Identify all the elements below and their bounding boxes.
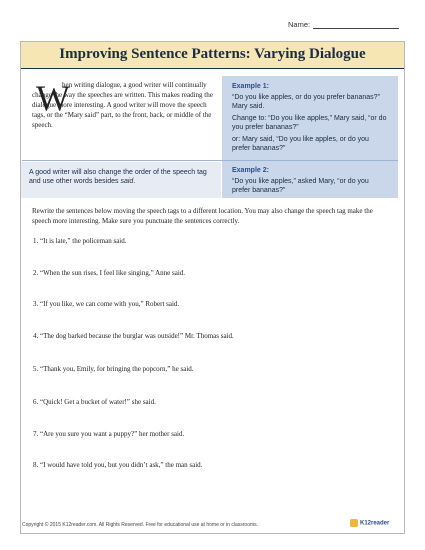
k12reader-logo[interactable]: [350, 519, 389, 527]
example-1-line-3: or: Mary said, “Do you like apples, or do you prefer bananas?”: [232, 136, 369, 152]
title-bar: [21, 42, 404, 69]
example-1-heading: Example 1:: [232, 83, 269, 90]
question-2: 2. “When the sun rises, I feel like singing,” Anne said.: [33, 269, 186, 277]
section-divider: [22, 160, 398, 161]
intro-text: hen writing dialogue, a good writer will continually change the way the speeches are written. This makes reading the dialogue more interesting. A good writer will move the speech tags, or the “Mary said” part, to the front, back, or middle of the speech.: [32, 81, 213, 129]
question-7: 7. “Are you sure you want a puppy?” her mother said.: [33, 430, 185, 438]
dropcap-letter: W: [36, 78, 70, 118]
example-1-box: [222, 76, 398, 162]
intro-block: [28, 76, 220, 156]
example-1-line-1: “Do you like apples, or do you prefer bananas?” Mary said.: [232, 94, 380, 110]
tip-text: A good writer will also change the order of the speech tag and use other words besides: [29, 169, 207, 185]
question-4: 4. “The dog barked because the burglar was outside!” Mr. Thomas said.: [33, 332, 234, 340]
logo-icon: [350, 519, 358, 527]
example-2-line-1: “Do you like apples,” asked Mary, “or do you prefer bananas?”: [232, 178, 369, 194]
tip-box: [21, 162, 221, 198]
question-3: 3. “If you like, we can come with you,” Robert said.: [33, 300, 180, 308]
name-label: Name:: [288, 20, 311, 29]
logo-text: K12reader: [360, 520, 390, 527]
copyright-footer: Copyright © 2015 K12reader.com. All Rights Reserved. Free for educational use at home or in classrooms.: [22, 522, 259, 528]
example-1-line-2: Change to: “Do you like apples,” Mary said, “or do you prefer bananas?”: [232, 115, 387, 131]
question-8: 8. “I would have told you, but you didn’t ask,” the man said.: [33, 461, 203, 469]
example-2-heading: Example 2:: [232, 167, 269, 174]
tip-text-end: .: [133, 178, 136, 185]
question-1: 1. “It is late,” the policeman said.: [33, 237, 127, 245]
question-6: 6. “Quick! Get a bucket of water!” she said.: [33, 398, 156, 406]
example-2-box: [222, 162, 398, 198]
tip-italic-word: said: [120, 178, 134, 185]
instructions: Rewrite the sentences below moving the speech tags to a different location. You may also change the speech tag make the speech more interesting. Make sure you punctuate the sentences correctly.: [32, 207, 373, 225]
question-5: 5. “Thank you, Emily, for bringing the popcorn,” he said.: [33, 365, 194, 373]
worksheet-title: Improving Sentence Patterns: Varying Dialogue: [59, 46, 366, 62]
name-blank-line[interactable]: [313, 28, 399, 29]
